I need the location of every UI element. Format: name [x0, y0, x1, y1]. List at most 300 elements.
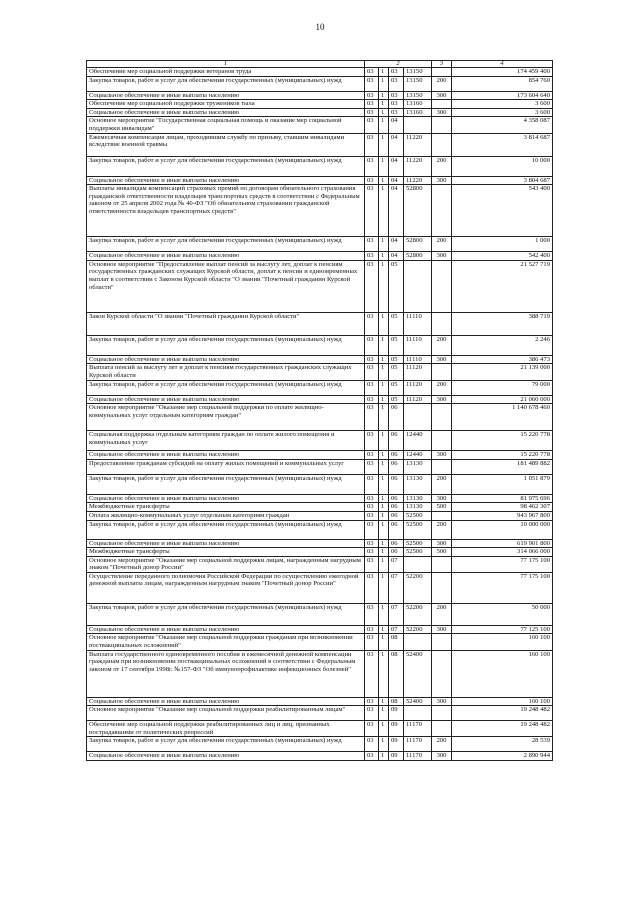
row-code-group: 03 [365, 431, 379, 451]
row-code-subprogram: 1 [379, 76, 389, 91]
row-code-subprogram: 1 [379, 252, 389, 261]
row-code-direction: 11120 [404, 364, 432, 380]
row-code-event: 03 [389, 68, 404, 77]
table-row [87, 511, 553, 520]
row-expense-type [432, 117, 452, 133]
row-expense-type: 300 [432, 395, 452, 404]
row-name: Социальное обеспечение и иные выплаты населению [87, 451, 365, 460]
table-row [87, 335, 553, 355]
row-code-group: 03 [365, 706, 379, 721]
row-code-event: 09 [389, 721, 404, 737]
row-name: Межбюджетные трансферты [87, 503, 365, 512]
row-code-direction [404, 634, 432, 650]
table-row [87, 474, 553, 494]
row-name: Основное мероприятие "Предоставление выплат пенсий за выслугу лет, доплат к пенсиям государственных гражданских служащих Курской области, доплат к пенсии и единовременных выплат в соответствии с Законом Курской области "О звании "Почетный гражданин Курской области" [87, 260, 365, 312]
row-name: Осуществление переданного полномочия Российской Федерации по осуществлению ежегодной денежной выплаты лицам, награжденным нагрудным знаком "Почетный донор России" [87, 572, 365, 603]
row-code-direction: 52200 [404, 572, 432, 603]
row-code-event: 03 [389, 91, 404, 100]
row-sum: 3 814 687 [452, 133, 553, 156]
table-row [87, 494, 553, 503]
table-row [87, 752, 553, 761]
table-row [87, 100, 553, 109]
table-row [87, 237, 553, 252]
row-sum: 174 459 400 [452, 68, 553, 77]
table-row [87, 520, 553, 539]
row-name: Оплата жилищно-коммунальных услуг отдельным категориям граждан [87, 511, 365, 520]
table-row [87, 117, 553, 133]
row-code-direction: 11110 [404, 335, 432, 355]
row-expense-type [432, 133, 452, 156]
column-header-code: 2 [365, 61, 432, 68]
row-name: Закупка товаров, работ и услуг для обеспечения государственных (муниципальных) нужд [87, 520, 365, 539]
row-code-subprogram: 1 [379, 697, 389, 706]
row-name: Закупка товаров, работ и услуг для обеспечения государственных (муниципальных) нужд [87, 737, 365, 752]
row-code-group: 03 [365, 252, 379, 261]
row-sum: 3 600 [452, 108, 553, 117]
row-code-direction [404, 556, 432, 572]
row-code-direction: 52400 [404, 697, 432, 706]
row-sum: 10 000 [452, 156, 553, 176]
row-expense-type: 200 [432, 380, 452, 395]
row-sum: 619 901 800 [452, 539, 553, 548]
table-row [87, 737, 553, 752]
row-code-event: 08 [389, 650, 404, 697]
table-row [87, 503, 553, 512]
row-code-group: 03 [365, 91, 379, 100]
table-row [87, 539, 553, 548]
row-code-direction: 12440 [404, 431, 432, 451]
table-row [87, 76, 553, 91]
row-expense-type [432, 100, 452, 109]
row-code-direction: 13160 [404, 108, 432, 117]
row-code-direction: 13130 [404, 503, 432, 512]
row-code-event: 06 [389, 511, 404, 520]
table-row [87, 91, 553, 100]
row-code-group: 03 [365, 355, 379, 364]
row-code-direction: 52200 [404, 625, 432, 634]
row-name: Социальное обеспечение и иные выплаты населению [87, 91, 365, 100]
row-expense-type [432, 511, 452, 520]
row-name: Обеспечение мер социальной поддержки реабилитированных лиц и лиц, признанных пострадавшими от политических репрессий [87, 721, 365, 737]
row-code-event: 04 [389, 185, 404, 237]
row-code-subprogram: 1 [379, 404, 389, 431]
row-code-group: 03 [365, 176, 379, 185]
row-code-subprogram: 1 [379, 556, 389, 572]
row-code-group: 03 [365, 625, 379, 634]
row-code-group: 03 [365, 237, 379, 252]
row-code-group: 03 [365, 572, 379, 603]
row-code-group: 03 [365, 451, 379, 460]
row-code-group: 03 [365, 76, 379, 91]
row-name: Выплата государственного единовременного пособия и ежемесячной денежной компенсации гражданам при возникновении поствакцинальных осложнений в соответствии с Федеральным законом от 17 сентября 1998г. №157-ФЗ "Об иммунопрофилактике инфекционных болезней" [87, 650, 365, 697]
row-code-event: 06 [389, 404, 404, 431]
row-expense-type: 200 [432, 156, 452, 176]
row-expense-type: 200 [432, 603, 452, 625]
table-row [87, 650, 553, 697]
row-code-direction: 52500 [404, 511, 432, 520]
row-sum: 2 246 [452, 335, 553, 355]
row-code-subprogram: 1 [379, 364, 389, 380]
row-code-event: 05 [389, 380, 404, 395]
row-expense-type: 300 [432, 697, 452, 706]
row-code-direction: 52200 [404, 603, 432, 625]
row-code-group: 03 [365, 603, 379, 625]
table-row [87, 603, 553, 625]
row-expense-type [432, 721, 452, 737]
row-code-group: 03 [365, 395, 379, 404]
table-row [87, 548, 553, 557]
table-row [87, 312, 553, 335]
row-expense-type [432, 459, 452, 474]
row-code-group: 03 [365, 364, 379, 380]
row-name: Закупка товаров, работ и услуг для обеспечения государственных (муниципальных) нужд [87, 380, 365, 395]
row-name: Обеспечение мер социальной поддержки тружеников тыла [87, 100, 365, 109]
row-sum: 4 358 087 [452, 117, 553, 133]
row-code-subprogram: 1 [379, 380, 389, 395]
row-name: Социальное обеспечение и иные выплаты населению [87, 697, 365, 706]
row-code-subprogram: 1 [379, 603, 389, 625]
table-body [87, 68, 553, 761]
row-code-group: 03 [365, 260, 379, 312]
row-name: Выплаты инвалидам компенсаций страховых премий по договорам обязательного страхования гражданской ответственности владельцев транспортных средств в соответствии с Федеральным законом от 25 апреля 2002 года № 40-ФЗ "Об обязательном страховании гражданской ответственности владельцев транспортных средств" [87, 185, 365, 237]
row-code-group: 03 [365, 697, 379, 706]
row-sum: 77 175 100 [452, 572, 553, 603]
row-sum: 181 489 882 [452, 459, 553, 474]
row-name: Основное мероприятие "Оказание мер социальной поддержки лицам, награжденным нагрудным знаком "Почетный донор России" [87, 556, 365, 572]
table-row [87, 459, 553, 474]
row-code-subprogram: 1 [379, 548, 389, 557]
row-code-subprogram: 1 [379, 260, 389, 312]
table-row [87, 697, 553, 706]
table-row [87, 68, 553, 77]
row-expense-type: 200 [432, 520, 452, 539]
row-code-subprogram: 1 [379, 494, 389, 503]
row-sum: 2 890 944 [452, 752, 553, 761]
table-row [87, 625, 553, 634]
row-sum: 50 000 [452, 603, 553, 625]
row-code-direction: 11120 [404, 380, 432, 395]
row-code-group: 03 [365, 539, 379, 548]
row-code-subprogram: 1 [379, 474, 389, 494]
row-code-group: 03 [365, 459, 379, 474]
row-code-subprogram: 1 [379, 737, 389, 752]
row-code-subprogram: 1 [379, 511, 389, 520]
table-row [87, 706, 553, 721]
row-sum: 3 804 687 [452, 176, 553, 185]
row-code-event: 07 [389, 603, 404, 625]
row-code-subprogram: 1 [379, 634, 389, 650]
row-name: Социальное обеспечение и иные выплаты населению [87, 252, 365, 261]
row-code-event: 09 [389, 706, 404, 721]
row-name: Основное мероприятие "Оказание мер социальной поддержки реабилитированным лицам" [87, 706, 365, 721]
column-header-sum: 4 [452, 61, 553, 68]
row-expense-type: 200 [432, 237, 452, 252]
row-name: Закупка товаров, работ и услуг для обеспечения государственных (муниципальных) нужд [87, 474, 365, 494]
row-code-subprogram: 1 [379, 68, 389, 77]
row-sum: 388 719 [452, 312, 553, 335]
table-row [87, 252, 553, 261]
row-code-direction: 13130 [404, 494, 432, 503]
row-code-event: 06 [389, 494, 404, 503]
row-name: Социальное обеспечение и иные выплаты населению [87, 539, 365, 548]
row-expense-type [432, 185, 452, 237]
row-name: Выплата пенсий за выслугу лет и доплат к пенсиям государственных гражданских служащих Курской области [87, 364, 365, 380]
row-code-subprogram: 1 [379, 395, 389, 404]
row-code-direction [404, 706, 432, 721]
row-code-direction: 13150 [404, 76, 432, 91]
row-code-direction [404, 117, 432, 133]
row-name: Социальное обеспечение и иные выплаты населению [87, 494, 365, 503]
row-code-subprogram: 1 [379, 176, 389, 185]
row-code-event: 04 [389, 252, 404, 261]
row-code-direction: 11170 [404, 721, 432, 737]
table-row [87, 355, 553, 364]
row-code-event: 05 [389, 312, 404, 335]
row-code-event: 05 [389, 364, 404, 380]
row-expense-type [432, 404, 452, 431]
table-row [87, 108, 553, 117]
row-expense-type: 500 [432, 503, 452, 512]
row-code-group: 03 [365, 380, 379, 395]
row-code-direction: 11220 [404, 133, 432, 156]
row-code-group: 03 [365, 117, 379, 133]
row-sum: 160 100 [452, 697, 553, 706]
row-sum: 1 051 879 [452, 474, 553, 494]
table-row [87, 176, 553, 185]
row-expense-type: 300 [432, 539, 452, 548]
row-expense-type: 200 [432, 335, 452, 355]
row-code-direction: 52500 [404, 539, 432, 548]
row-name: Обеспечение мер социальной поддержки ветеранов труда [87, 68, 365, 77]
row-code-event: 07 [389, 625, 404, 634]
row-code-subprogram: 1 [379, 459, 389, 474]
row-code-direction: 11220 [404, 176, 432, 185]
row-sum: 15 220 778 [452, 431, 553, 451]
row-code-event: 09 [389, 737, 404, 752]
row-sum: 81 975 696 [452, 494, 553, 503]
row-expense-type: 300 [432, 108, 452, 117]
row-code-event: 03 [389, 100, 404, 109]
row-code-direction: 11120 [404, 395, 432, 404]
row-name: Социальная поддержка отдельным категориям граждан по оплате жилого помещения и коммунальных услуг [87, 431, 365, 451]
row-code-group: 03 [365, 156, 379, 176]
row-code-direction: 13150 [404, 68, 432, 77]
column-header-name: 1 [87, 61, 365, 68]
row-code-event: 06 [389, 548, 404, 557]
row-code-subprogram: 1 [379, 650, 389, 697]
table-row [87, 185, 553, 237]
table-row [87, 260, 553, 312]
row-code-group: 03 [365, 520, 379, 539]
row-code-direction: 11170 [404, 737, 432, 752]
row-code-direction: 13150 [404, 91, 432, 100]
row-expense-type [432, 312, 452, 335]
row-code-group: 03 [365, 68, 379, 77]
row-code-subprogram: 1 [379, 100, 389, 109]
row-code-event: 05 [389, 395, 404, 404]
row-sum: 543 400 [452, 185, 553, 237]
row-code-subprogram: 1 [379, 572, 389, 603]
table-row [87, 556, 553, 572]
row-code-event: 09 [389, 752, 404, 761]
row-code-group: 03 [365, 650, 379, 697]
row-expense-type [432, 431, 452, 451]
row-name: Основное мероприятие "Оказание мер социальной поддержки по оплате жилищно-коммунальных услуг отдельным категориям граждан" [87, 404, 365, 431]
row-code-event: 04 [389, 117, 404, 133]
row-code-event: 03 [389, 76, 404, 91]
row-name: Закупка товаров, работ и услуг для обеспечения государственных (муниципальных) нужд [87, 76, 365, 91]
table-row [87, 721, 553, 737]
row-expense-type [432, 706, 452, 721]
row-code-direction: 52500 [404, 520, 432, 539]
row-name: Предоставление гражданам субсидий на оплату жилых помещений и коммунальных услуг [87, 459, 365, 474]
row-code-direction [404, 404, 432, 431]
row-code-event: 06 [389, 431, 404, 451]
row-code-group: 03 [365, 503, 379, 512]
row-sum: 1 140 678 460 [452, 404, 553, 431]
row-name: Социальное обеспечение и иные выплаты населению [87, 355, 365, 364]
row-code-direction: 11170 [404, 752, 432, 761]
budget-table [86, 60, 553, 761]
row-code-subprogram: 1 [379, 91, 389, 100]
row-sum: 15 220 778 [452, 451, 553, 460]
row-code-group: 03 [365, 511, 379, 520]
row-code-event: 03 [389, 108, 404, 117]
row-code-event: 05 [389, 335, 404, 355]
row-code-event: 05 [389, 260, 404, 312]
row-name: Социальное обеспечение и иные выплаты населению [87, 625, 365, 634]
row-name: Закупка товаров, работ и услуг для обеспечения государственных (муниципальных) нужд [87, 237, 365, 252]
row-sum: 854 760 [452, 76, 553, 91]
row-code-subprogram: 1 [379, 451, 389, 460]
row-code-direction: 13160 [404, 100, 432, 109]
row-name: Основное мероприятие "Государственная социальная помощь и оказание мер социальной поддержки инвалидам" [87, 117, 365, 133]
row-code-subprogram: 1 [379, 335, 389, 355]
row-code-direction: 52800 [404, 237, 432, 252]
row-code-direction: 13130 [404, 459, 432, 474]
row-code-event: 08 [389, 697, 404, 706]
row-sum: 77 125 100 [452, 625, 553, 634]
row-code-subprogram: 1 [379, 312, 389, 335]
row-code-subprogram: 1 [379, 355, 389, 364]
row-expense-type [432, 68, 452, 77]
row-expense-type: 300 [432, 625, 452, 634]
row-code-direction: 11110 [404, 355, 432, 364]
row-code-group: 03 [365, 108, 379, 117]
row-code-subprogram: 1 [379, 133, 389, 156]
row-sum: 386 473 [452, 355, 553, 364]
row-code-subprogram: 1 [379, 108, 389, 117]
table-row [87, 451, 553, 460]
row-code-event: 06 [389, 539, 404, 548]
row-code-group: 03 [365, 404, 379, 431]
row-code-group: 03 [365, 634, 379, 650]
row-code-subprogram: 1 [379, 117, 389, 133]
row-name: Основное мероприятие "Оказание мер социальной поддержки гражданам при возникновении поствакцинальных осложнений" [87, 634, 365, 650]
row-name: Социальное обеспечение и иные выплаты населению [87, 176, 365, 185]
table-row [87, 572, 553, 603]
row-sum: 943 967 800 [452, 511, 553, 520]
row-expense-type: 200 [432, 737, 452, 752]
row-name: Социальное обеспечение и иные выплаты населению [87, 395, 365, 404]
row-code-group: 03 [365, 752, 379, 761]
row-sum: 79 000 [452, 380, 553, 395]
table-row [87, 380, 553, 395]
row-name: Межбюджетные трансферты [87, 548, 365, 557]
row-code-event: 06 [389, 520, 404, 539]
row-code-subprogram: 1 [379, 156, 389, 176]
row-expense-type: 300 [432, 494, 452, 503]
row-name: Социальное обеспечение и иные выплаты населению [87, 108, 365, 117]
row-code-subprogram: 1 [379, 503, 389, 512]
row-expense-type [432, 634, 452, 650]
row-code-direction: 52400 [404, 650, 432, 697]
row-code-subprogram: 1 [379, 520, 389, 539]
row-expense-type [432, 260, 452, 312]
row-name: Закупка товаров, работ и услуг для обеспечения государственных (муниципальных) нужд [87, 335, 365, 355]
row-code-subprogram: 1 [379, 721, 389, 737]
row-sum: 28 539 [452, 737, 553, 752]
column-header-expense-type: 3 [432, 61, 452, 68]
row-sum: 542 400 [452, 252, 553, 261]
row-expense-type: 300 [432, 355, 452, 364]
row-code-direction: 52500 [404, 548, 432, 557]
row-code-group: 03 [365, 185, 379, 237]
row-code-group: 03 [365, 312, 379, 335]
row-expense-type [432, 650, 452, 697]
row-code-group: 03 [365, 556, 379, 572]
table-header-row [87, 61, 553, 68]
row-sum: 10 000 000 [452, 520, 553, 539]
row-code-event: 08 [389, 634, 404, 650]
row-expense-type: 300 [432, 752, 452, 761]
row-code-direction: 12440 [404, 451, 432, 460]
table-row [87, 404, 553, 431]
row-sum: 21 139 000 [452, 364, 553, 380]
row-sum: 160 100 [452, 634, 553, 650]
row-expense-type: 500 [432, 548, 452, 557]
row-code-event: 04 [389, 156, 404, 176]
row-code-event: 04 [389, 176, 404, 185]
row-code-subprogram: 1 [379, 625, 389, 634]
row-expense-type [432, 364, 452, 380]
row-name: Закон Курской области "О звании "Почетный гражданин Курской области" [87, 312, 365, 335]
row-code-group: 03 [365, 100, 379, 109]
row-code-group: 03 [365, 133, 379, 156]
row-code-event: 05 [389, 355, 404, 364]
row-sum: 160 100 [452, 650, 553, 697]
row-code-event: 07 [389, 572, 404, 603]
row-expense-type: 300 [432, 91, 452, 100]
page-number: 10 [315, 22, 325, 32]
row-code-group: 03 [365, 335, 379, 355]
row-code-direction: 11110 [404, 312, 432, 335]
row-sum: 98 462 307 [452, 503, 553, 512]
row-expense-type: 200 [432, 474, 452, 494]
row-code-subprogram: 1 [379, 185, 389, 237]
table-row [87, 133, 553, 156]
row-code-subprogram: 1 [379, 706, 389, 721]
row-expense-type: 300 [432, 451, 452, 460]
row-sum: 1 000 [452, 237, 553, 252]
row-code-subprogram: 1 [379, 431, 389, 451]
row-sum: 19 248 482 [452, 721, 553, 737]
row-name: Ежемесячная компенсация лицам, проходившим службу по призыву, ставшим инвалидами вследствие военной травмы [87, 133, 365, 156]
row-expense-type [432, 572, 452, 603]
row-code-event: 04 [389, 237, 404, 252]
row-sum: 21 060 000 [452, 395, 553, 404]
row-sum: 173 604 640 [452, 91, 553, 100]
